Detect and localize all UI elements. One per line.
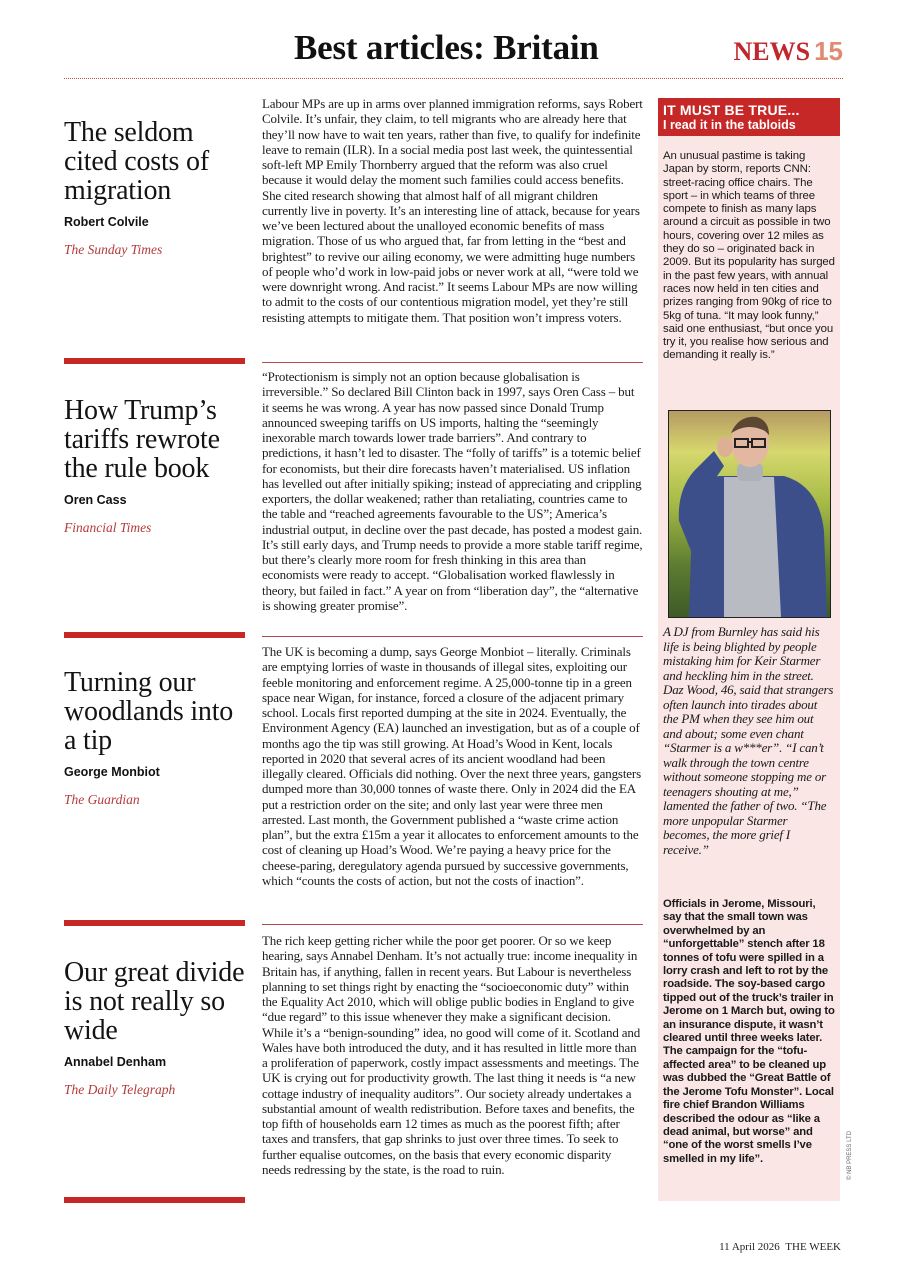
- sidebar-header: [658, 98, 840, 136]
- sidebar-heading: IT MUST BE TRUE...: [663, 102, 800, 118]
- section-label: [734, 36, 844, 67]
- article-source: Financial Times: [64, 520, 152, 535]
- article-heading-4: [64, 958, 248, 1098]
- red-section-bar: [64, 1197, 245, 1203]
- tabloids-sidebar: [658, 98, 840, 1201]
- article-author: George Monbiot: [64, 765, 160, 779]
- sidebar-story-office-chairs: An unusual pastime is taking Japan by storm, reports CNN: street-racing office chairs. The sport – in which teams of three compete to finish as many laps around a circuit as possible in two hours, covering over 12 miles as they do so – originated back in 2009. But its popularity has surged in the past few years, with annual races now held in ten cities and prizes ranging from 90kg of rice to 5kg of tuna. “It may look funny,” said one enthusiast, “but once you try it, you realise how serious and demanding it really is.”: [663, 150, 835, 362]
- page-number: 15: [814, 36, 843, 66]
- page-header: [64, 28, 843, 78]
- article-body-2: “Protectionism is simply not an option because globalisation is irreversible.” So declared Bill Clinton back in 1997, says Oren Cass – but it seems he was wrong. A year has now passed since Donald Trump announced sweeping tariffs on US imports, halting the “seemingly inexorable march towards lower trade barriers”. And contrary to predictions, it hasn’t led to disaster. The “folly of tariffs” is a totemic belief for economists, but their dire forecasts haven’t materialised. US inflation has levelled out after initially spiking; instead of appreciating and crippling exporters, the dollar weakened; rather than retaliating, countries came to the table and “reached agreements favourable to the US”; America’s industrial output, in decline over the past decade, has posted a modest gain. It’s still early days, and Trump needs to provide a more stable tariff regime, but there’s clearly more room for fresh thinking in this area than economists were ready to accept. “Globalisation worked flawlessly in theory, but failed in fact.” A year on from “liberation day”, the “alternative is showing greater promise”.: [262, 369, 643, 613]
- article-title: Our great divide is not really so wide: [64, 957, 245, 1046]
- red-section-bar: [64, 920, 245, 926]
- article-heading-1: [64, 118, 248, 258]
- article-author: Annabel Denham: [64, 1055, 167, 1069]
- red-section-bar: [64, 358, 245, 364]
- article-heading-3: [64, 668, 248, 808]
- article-title: Turning our woodlands into a tip: [64, 667, 234, 756]
- section-name: NEWS: [733, 37, 811, 66]
- publication-name: THE WEEK: [785, 1241, 841, 1253]
- sidebar-photo: [668, 410, 831, 618]
- article-body-3: The UK is becoming a dump, says George Monbiot – literally. Criminals are emptying lorries of waste in thousands of illegal sites, exploiting our feeble monitoring and enforcement regime. A 25,000-tonne tip in a green space near Wigan, for instance, forced a closure of the adjacent primary school. Locals first reported dumping at the site in 2024. Eventually, the Environment Agency (EA) launched an investigation, but as of a couple of months ago the tip was still growing. At Hoad’s Wood in Kent, locals reported in 2020 that several acres of its ancient woodland had been illegally cleared. Officials did nothing. Over the next three years, gangsters dumped more than 30,000 tonnes of waste there. Only in 2024 did the EA put a restriction order on the site; and only last year were three men arrested. Last month, the Government published a “waste crime action plan”, but the extra £15m a year it allocates to enforcement amounts to the cost of cleaning up Hoad’s Wood. We’re paying a heavy price for the cheese-paring, deregulatory agenda pursued by successive governments, which “counts the costs of action, but not the costs of inaction”.: [262, 644, 642, 888]
- article-title: How Trump’s tariffs rewrote the rule book: [64, 395, 220, 484]
- issue-date: 11 April 2026: [719, 1241, 780, 1253]
- article-divider: [262, 924, 643, 925]
- article-source: The Guardian: [64, 792, 140, 807]
- red-section-bar: [64, 632, 245, 638]
- sidebar-subheading: I read it in the tabloids: [663, 118, 796, 132]
- article-source: The Daily Telegraph: [64, 1082, 176, 1097]
- article-divider: [262, 636, 643, 637]
- photo-credit: © NB PRESS LTD: [847, 1131, 853, 1180]
- article-title: The seldom cited costs of migration: [64, 117, 209, 206]
- sidebar-story-tofu-spill: Officials in Jerome, Missouri, say that the small town was overwhelmed by an “unforgettable” stench after 18 tonnes of tofu were spilled in a lorry crash and left to rot by the roadside. The soy-based cargo tipped out of the truck’s trailer in Jerome on 1 March but, owing to an insurance dispute, it wasn’t cleared until three weeks later. The campaign for the “tofu-affected area” to be cleaned up was dubbed the “Great Battle of the Jerome Tofu Monster”. Local fire chief Brandon Williams described the odour as “like a dead animal, but worse” and “one of the worst smells I’ve smelled in my life”.: [663, 898, 835, 1165]
- page-title: Best articles: Britain: [294, 28, 599, 67]
- article-source: The Sunday Times: [64, 242, 163, 257]
- article-body-4: The rich keep getting richer while the poor get poorer. Or so we keep hearing, says Annabel Denham. It’s not actually true: income inequality in Britain has, if anything, fallen in recent years. But Labour is nevertheless planning to set things right by enacting the “socioeconomic duty” within the Equality Act 2010, which will oblige public bodies in England to give “due regard” to this issue whenever they make a significant decision. While it’s a “benign-sounding” idea, no good will come of it. Scotland and Wales have both introduced the duty, and it has resulted in little more than a proliferation of paperwork, costly impact assessments and meetings. The UK is crying out for productivity growth. The last thing it needs is “a new cottage industry of inequality auditors”. Our society already undertakes a substantial amount of wealth redistribution. Before taxes and benefits, the top fifth of households earn 12 times as much as the poorest fifth; after taxes and transfers, that gap shrinks to just over three times. To seek to further equalise outcomes, on the basis that every economic disparity needs redressing by the state, is the road to ruin.: [262, 933, 641, 1177]
- sidebar-story-starmer-lookalike: A DJ from Burnley has said his life is being blighted by people mistaking him for Keir Starmer and heckling him in the street. Daz Wood, 46, said that strangers often launch into tirades about the PM when they see him out and about; some even chant “Starmer is a w***er”. “I can’t walk through the town centre without someone stopping me or teenagers shouting at me,” lamented the father of two. “The more unpopular Starmer becomes, the more grief I receive.”: [663, 624, 834, 857]
- article-divider: [262, 362, 643, 363]
- man-photo-icon: [669, 411, 830, 617]
- article-heading-2: [64, 396, 248, 536]
- header-divider: [64, 78, 843, 79]
- article-author: Oren Cass: [64, 493, 127, 507]
- page-footer: [719, 1241, 841, 1253]
- article-body-1: Labour MPs are up in arms over planned immigration reforms, says Robert Colvile. It’s unfair, they claim, to tell migrants who are already here that they’ll now have to wait ten years, rather than five, to qualify for indefinite leave to remain (ILR). In a social media post last week, the quintessential soft-left MP Emily Thornberry argued that the reform was also cruel because it would delay the moment such families could access benefits. She cited research showing that almost half of all migrant children currently live in poverty. It’s an interesting line of attack, because for years we’ve been lectured about the unalloyed economic benefits of mass migration. Those of us who argued that, far from letting in the “best and brightest” to revive our ailing economy, we were admitting huge numbers of people who’d work in low-paid jobs or never work at all, “were told we were downright wrong. And racist.” It seems Labour MPs are now willing to admit to the costs of our contentious migration model, yet they’re still resisting attempts to mitigate them. That position won’t impress voters.: [262, 96, 643, 325]
- article-author: Robert Colvile: [64, 215, 149, 229]
